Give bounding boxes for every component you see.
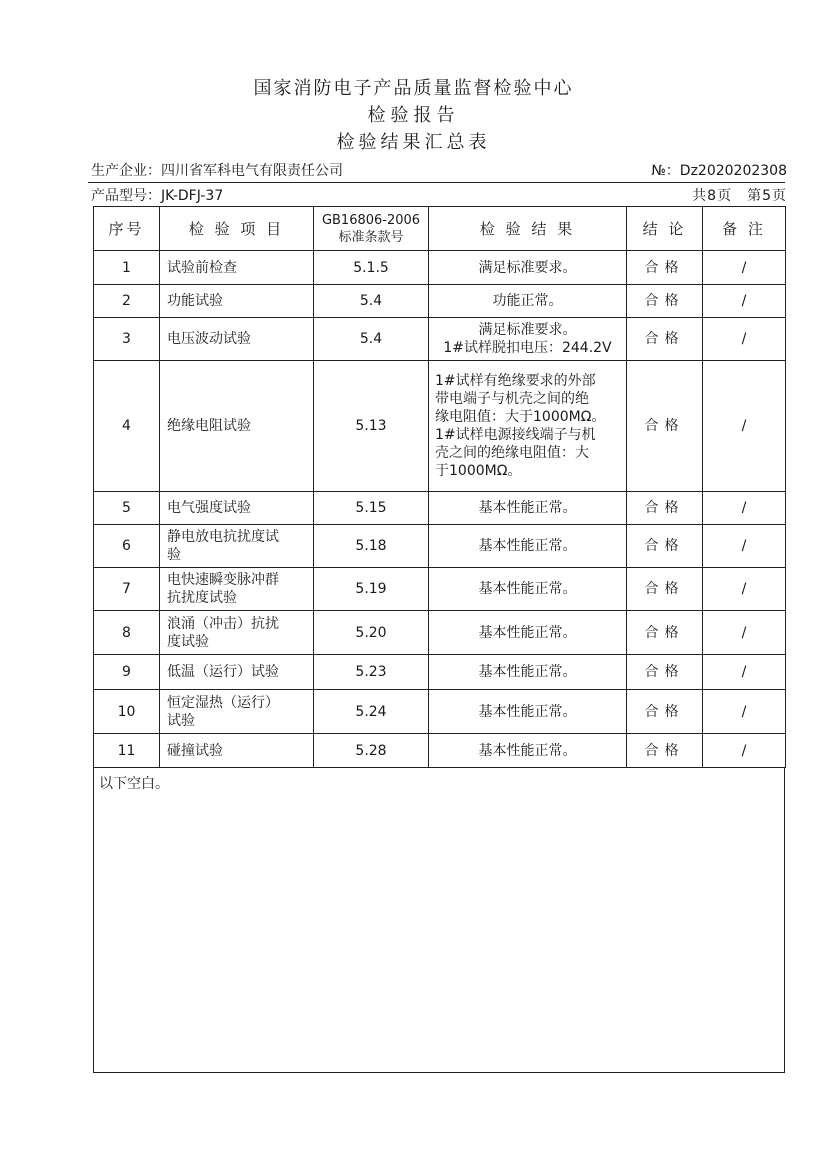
cell-clause: 5.23: [314, 655, 429, 690]
summary-title: 检验结果汇总表: [336, 132, 491, 153]
report-number: №：Dz2020202308: [651, 163, 787, 179]
cell-result: 功能正常。: [429, 285, 627, 318]
cell-item: 碰撞试验: [160, 734, 314, 768]
cell-seq: 5: [94, 492, 160, 525]
cell-seq: 9: [94, 655, 160, 690]
cell-conclusion: 合格: [627, 690, 703, 734]
cell-clause: 5.15: [314, 492, 429, 525]
cell-item: 静电放电抗扰度试 验: [160, 525, 314, 568]
cell-seq: 4: [94, 361, 160, 492]
header-remark: 备 注: [703, 207, 786, 251]
cell-remark: /: [703, 251, 786, 285]
cell-result: 满足标准要求。 1#试样脱扣电压：244.2V: [429, 318, 627, 361]
cell-conclusion: 合格: [627, 361, 703, 492]
cell-conclusion: 合格: [627, 492, 703, 525]
table-row: [94, 251, 786, 285]
page-indicator: 共8页 第5页: [692, 188, 787, 204]
cell-item: 绝缘电阻试验: [160, 361, 314, 492]
cell-item: 浪涌（冲击）抗扰 度试验: [160, 611, 314, 655]
cell-clause: 5.20: [314, 611, 429, 655]
cell-remark: /: [703, 655, 786, 690]
blank-note: 以下空白。: [99, 776, 169, 792]
cell-conclusion: 合格: [627, 655, 703, 690]
cell-item: 低温（运行）试验: [160, 655, 314, 690]
report-title: 检验报告: [367, 105, 460, 126]
results-table: [93, 206, 786, 768]
table-row: [94, 568, 786, 611]
cell-clause: 5.13: [314, 361, 429, 492]
cell-seq: 10: [94, 690, 160, 734]
cell-clause: 5.24: [314, 690, 429, 734]
table-row: [94, 734, 786, 768]
cell-seq: 1: [94, 251, 160, 285]
header-result: 检 验 结 果: [429, 207, 627, 251]
cell-result: 基本性能正常。: [429, 690, 627, 734]
cell-clause: 5.18: [314, 525, 429, 568]
cell-result: 基本性能正常。: [429, 568, 627, 611]
cell-conclusion: 合格: [627, 318, 703, 361]
header-item: 检 验 项 目: [160, 207, 314, 251]
cell-remark: /: [703, 285, 786, 318]
cell-conclusion: 合格: [627, 568, 703, 611]
header-conclusion: 结 论: [627, 207, 703, 251]
table-row: [94, 655, 786, 690]
cell-item: 电压波动试验: [160, 318, 314, 361]
cell-remark: /: [703, 611, 786, 655]
cell-result: 基本性能正常。: [429, 492, 627, 525]
cell-clause: 5.4: [314, 285, 429, 318]
cell-remark: /: [703, 525, 786, 568]
cell-result: 1#试样有绝缘要求的外部 带电端子与机壳之间的绝 缘电阻值：大于1000MΩ。 1#试样电源接线端子与机 壳之间的绝缘电阻值：大 于1000MΩ。: [429, 361, 627, 492]
cell-remark: /: [703, 361, 786, 492]
org-title: 国家消防电子产品质量监督检验中心: [253, 78, 574, 99]
cell-clause: 5.1.5: [314, 251, 429, 285]
product-model: 产品型号：JK-DFJ-37: [91, 188, 224, 204]
header-standard-code: GB16806-2006: [321, 212, 421, 228]
table-row: [94, 492, 786, 525]
cell-result: 基本性能正常。: [429, 655, 627, 690]
cell-remark: /: [703, 690, 786, 734]
cell-seq: 2: [94, 285, 160, 318]
cell-conclusion: 合格: [627, 251, 703, 285]
cell-item: 试验前检查: [160, 251, 314, 285]
cell-result: 基本性能正常。: [429, 611, 627, 655]
divider: [88, 182, 785, 183]
table-header-row: [94, 207, 786, 251]
table-row: [94, 525, 786, 568]
header-seq: 序号: [94, 207, 160, 251]
cell-conclusion: 合格: [627, 734, 703, 768]
table-row: [94, 361, 786, 492]
header-standard-clause: 标准条款号: [338, 229, 404, 245]
cell-conclusion: 合格: [627, 611, 703, 655]
cell-remark: /: [703, 318, 786, 361]
cell-clause: 5.19: [314, 568, 429, 611]
header-standard: [314, 207, 429, 251]
table-row: [94, 285, 786, 318]
cell-item: 电气强度试验: [160, 492, 314, 525]
cell-remark: /: [703, 492, 786, 525]
cell-conclusion: 合格: [627, 285, 703, 318]
cell-result: 满足标准要求。: [429, 251, 627, 285]
cell-seq: 6: [94, 525, 160, 568]
cell-clause: 5.28: [314, 734, 429, 768]
cell-remark: /: [703, 568, 786, 611]
cell-seq: 7: [94, 568, 160, 611]
cell-result: 基本性能正常。: [429, 525, 627, 568]
cell-seq: 8: [94, 611, 160, 655]
cell-item: 功能试验: [160, 285, 314, 318]
cell-remark: /: [703, 734, 786, 768]
enterprise-label: 生产企业：四川省军科电气有限责任公司: [91, 163, 343, 179]
table-row: [94, 611, 786, 655]
table-row: [94, 690, 786, 734]
blank-area: [93, 767, 785, 1073]
cell-item: 电快速瞬变脉冲群 抗扰度试验: [160, 568, 314, 611]
cell-item: 恒定湿热（运行） 试验: [160, 690, 314, 734]
cell-seq: 11: [94, 734, 160, 768]
cell-clause: 5.4: [314, 318, 429, 361]
cell-seq: 3: [94, 318, 160, 361]
table-row: [94, 318, 786, 361]
cell-result: 基本性能正常。: [429, 734, 627, 768]
cell-conclusion: 合格: [627, 525, 703, 568]
